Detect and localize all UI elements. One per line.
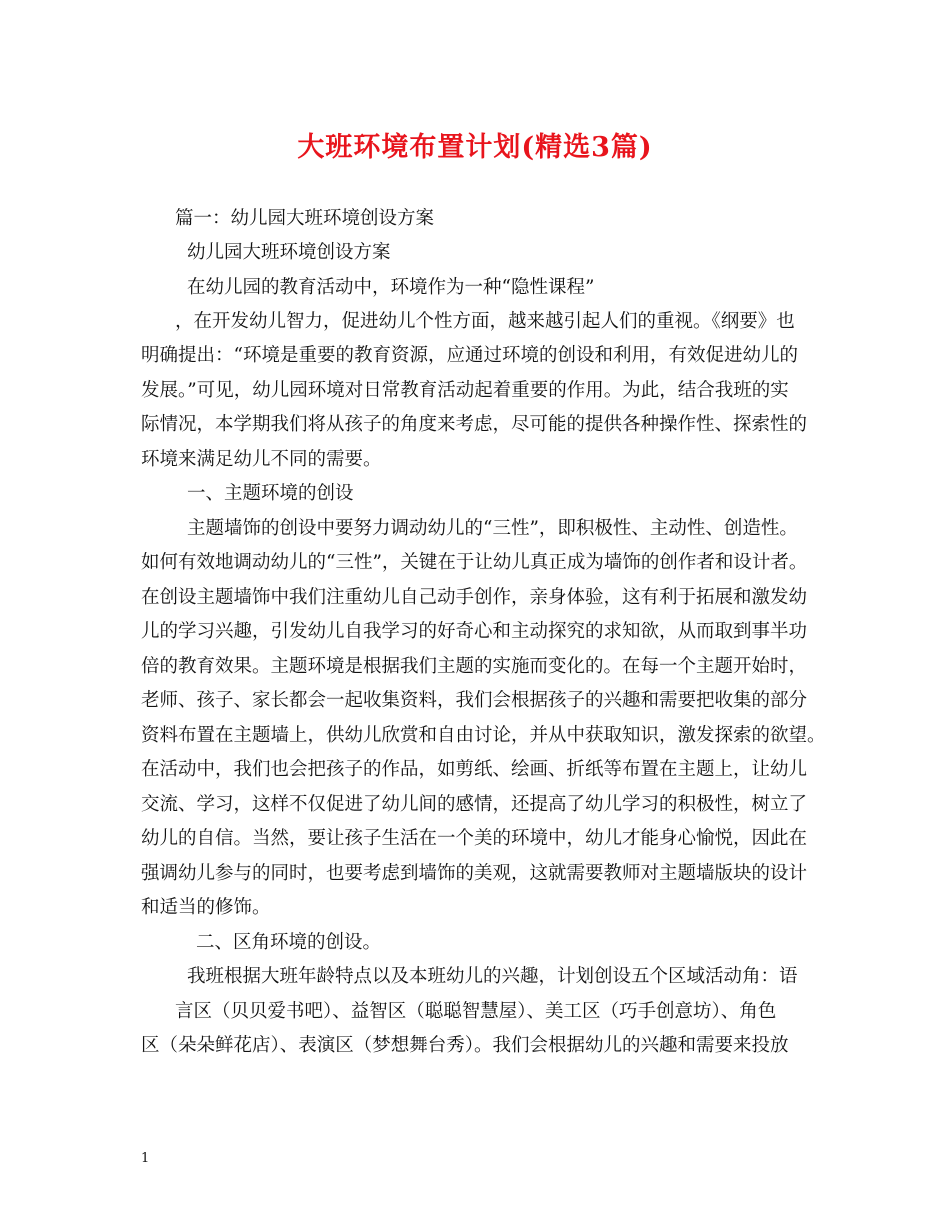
- page-number: 1: [141, 1151, 150, 1166]
- document-title: 大班环境布置计划(精选3篇): [297, 132, 653, 163]
- paragraph-line: 倍的教育效果。主题环境是根据我们主题的实施而变化的。在每一个主题开始时，: [141, 656, 808, 677]
- paragraph-line: 在活动中，我们也会把孩子的作品，如剪纸、绘画、折纸等布置在主题上，让幼儿: [141, 759, 808, 780]
- paragraph-line: 言区（贝贝爱书吧）、益智区（聪聪智慧屋）、美工区（巧手创意坊）、角色: [175, 1001, 777, 1022]
- paragraph-line: 在幼儿园的教育活动中，环境作为一种“隐性课程”: [187, 277, 595, 298]
- paragraph-line: 资料布置在主题墙上，供幼儿欣赏和自由讨论，并从中获取知识，激发探索的欲望。: [141, 725, 826, 746]
- section-heading: 二、区角环境的创设。: [196, 932, 382, 953]
- paragraph-line: ，在开发幼儿智力，促进幼儿个性方面，越来越引起人们的重视。《纲要》也: [175, 311, 795, 332]
- paragraph-line: 区（朵朵鲜花店）、表演区（梦想舞台秀）。我们会根据幼儿的兴趣和需要来投放: [141, 1035, 789, 1056]
- paragraph-line: 交流、学习，这样不仅促进了幼儿间的感情，还提高了幼儿学习的积极性，树立了: [141, 794, 808, 815]
- paragraph-line: 主题墙饰的创设中要努力调动幼儿的“三性”，即积极性、主动性、创造性。: [187, 518, 798, 539]
- paragraph-line: 幼儿园大班环境创设方案: [187, 242, 391, 263]
- paragraph-line: 际情况，本学期我们将从孩子的角度来考虑，尽可能的提供各种操作性、探索性的: [141, 414, 808, 435]
- paragraph-line: 环境来满足幼儿不同的需要。: [141, 449, 382, 470]
- paragraph-line: 儿的学习兴趣，引发幼儿自我学习的好奇心和主动探究的求知欲，从而取到事半功: [141, 621, 808, 642]
- section-heading: 一、主题环境的创设: [187, 483, 354, 504]
- paragraph-line: 和适当的修饰。: [141, 897, 271, 918]
- paragraph-line: 幼儿的自信。当然，要让孩子生活在一个美的环境中，幼儿才能身心愉悦，因此在: [141, 828, 808, 849]
- paragraph-line: 发展。”可见，幼儿园环境对日常教育活动起着重要的作用。为此，结合我班的实: [141, 380, 789, 401]
- paragraph-line: 明确提出：“环境是重要的教育资源，应通过环境的创设和利用，有效促进幼儿的: [141, 345, 798, 366]
- paragraph-line: 在创设主题墙饰中我们注重幼儿自己动手创作，亲身体验，这有利于拓展和激发幼: [141, 587, 808, 608]
- paragraph-line: 我班根据大班年龄特点以及本班幼儿的兴趣，计划创设五个区域活动角：语: [187, 966, 798, 987]
- paragraph-line: 强调幼儿参与的同时，也要考虑到墙饰的美观，这就需要教师对主题墙版块的设计: [141, 863, 808, 884]
- paragraph-line: 老师、孩子、家长都会一起收集资料，我们会根据孩子的兴趣和需要把收集的部分: [141, 690, 808, 711]
- paragraph-line: 篇一：幼儿园大班环境创设方案: [175, 208, 435, 229]
- paragraph-line: 如何有效地调动幼儿的“三性”，关键在于让幼儿真正成为墙饰的创作者和设计者。: [141, 552, 808, 573]
